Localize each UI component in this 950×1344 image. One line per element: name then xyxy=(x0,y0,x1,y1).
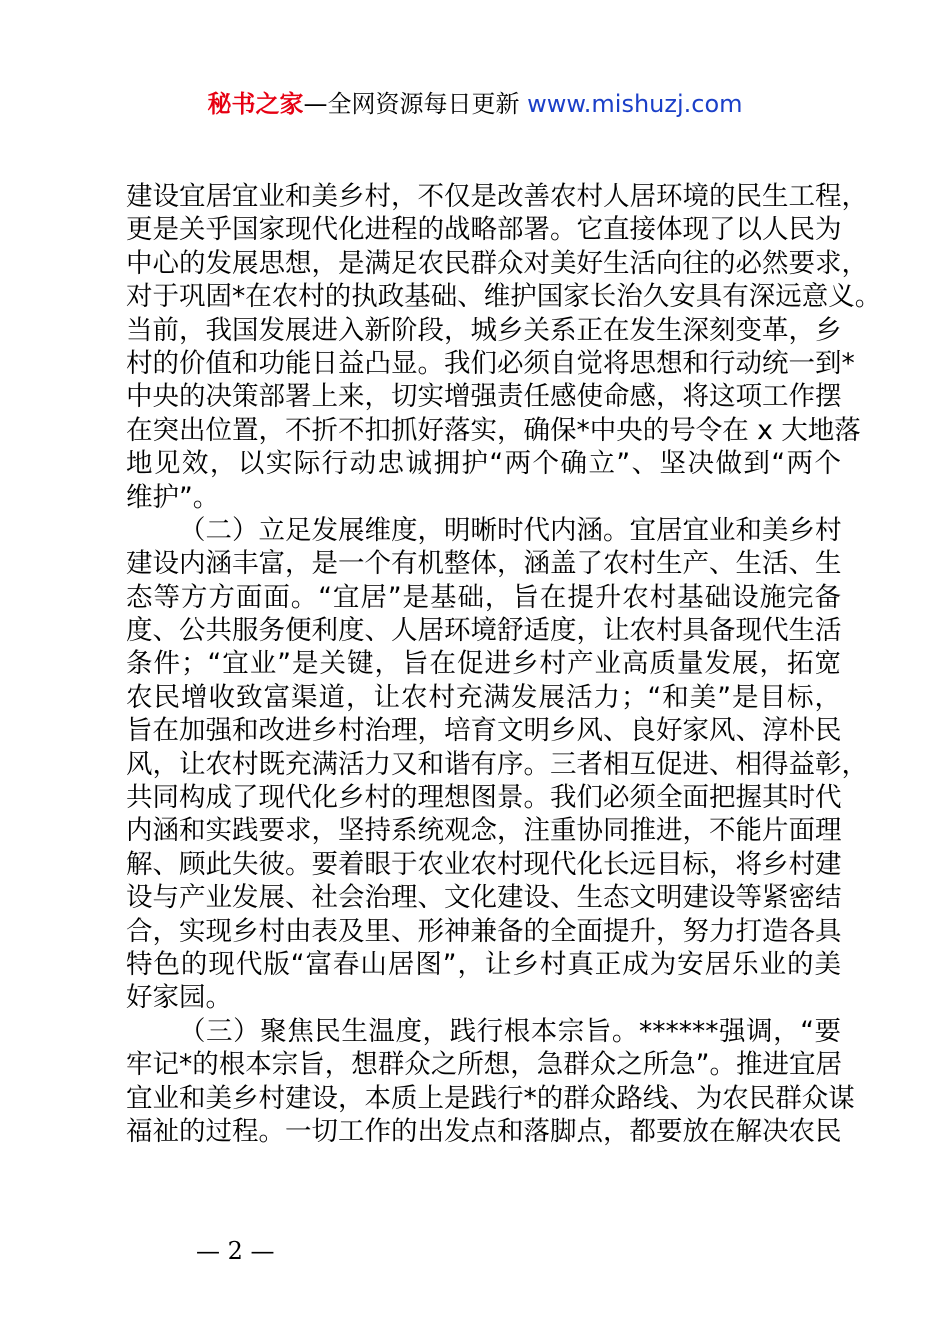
text-line: 设与产业发展、社会治理、文化建设、生态文明建设等紧密结 xyxy=(126,882,842,914)
text-line: 地见效，以实际行动忠诚拥护“两个确立”、坚决做到“两个 xyxy=(126,448,841,480)
text-line: 好家园。 xyxy=(126,982,232,1014)
text-line: 中央的决策部署上来，切实增强责任感使命感，将这项工作摆 xyxy=(126,381,842,413)
document-body xyxy=(126,180,882,1148)
text-line: 当前，我国发展进入新阶段，城乡关系正在发生深刻变革，乡 xyxy=(126,314,842,346)
text-line: 条件；“宜业”是关键，旨在促进乡村产业高质量发展，拓宽 xyxy=(126,648,841,680)
page-number: — 2 — xyxy=(196,1237,275,1265)
text-line: 解、顾此失彼。要着眼于农业农村现代化长远目标，将乡村建 xyxy=(126,848,842,880)
paragraph xyxy=(126,1015,855,1149)
paragraph xyxy=(126,180,882,514)
text-line: 内涵和实践要求，坚持系统观念，注重协同推进，不能片面理 xyxy=(126,815,842,847)
site-brand: 秘书之家 xyxy=(207,90,304,118)
text-line: （三）聚焦民生温度，践行根本宗旨。******强调，“要 xyxy=(179,1015,841,1047)
paragraph xyxy=(126,514,868,1015)
site-header xyxy=(0,86,950,122)
text-line: 在突出位置，不折不扣抓好落实，确保*中央的号令在 x 大地落 xyxy=(126,414,861,446)
text-line: 旨在加强和改进乡村治理，培育文明乡风、良好家风、淳朴民 xyxy=(126,715,842,747)
text-line: 建设宜居宜业和美乡村，不仅是改善农村人居环境的民生工程， xyxy=(126,181,868,212)
text-line: 建设内涵丰富，是一个有机整体，涵盖了农村生产、生活、生 xyxy=(126,548,842,580)
text-line: （二）立足发展维度，明晰时代内涵。宜居宜业和美乡村 xyxy=(179,514,842,546)
text-line: 中心的发展思想，是满足农民群众对美好生活向往的必然要求， xyxy=(126,247,868,279)
site-url-link[interactable]: www.mishuzj.com xyxy=(527,90,743,118)
text-line: 态等方方面面。“宜居”是基础，旨在提升农村基础设施完备 xyxy=(126,581,841,613)
text-line: 度、公共服务便利度、人居环境舒适度，让农村具备现代生活 xyxy=(126,615,842,647)
text-line: 风，让农村既充满活力又和谐有序。三者相互促进、相得益彰， xyxy=(126,748,868,780)
text-line: 更是关乎国家现代化进程的战略部署。它直接体现了以人民为 xyxy=(126,214,842,246)
text-line: 维护”。 xyxy=(126,481,220,513)
text-line: 特色的现代版“富春山居图”，让乡村真正成为安居乐业的美 xyxy=(126,948,841,980)
text-line: 福祉的过程。一切工作的出发点和落脚点，都要放在解决农民 xyxy=(126,1115,842,1147)
text-line: 宜业和美乡村建设，本质上是践行*的群众路线、为农民群众谋 xyxy=(126,1082,855,1114)
text-line: 对于巩固*在农村的执政基础、维护国家长治久安具有深远意义。 xyxy=(126,281,882,313)
text-line: 合，实现乡村由表及里、形神兼备的全面提升，努力打造各具 xyxy=(126,915,842,947)
site-tagline: —全网资源每日更新 xyxy=(303,90,528,118)
text-line: 共同构成了现代化乡村的理想图景。我们必须全面把握其时代 xyxy=(126,782,842,814)
text-line: 农民增收致富渠道，让农村充满发展活力；“和美”是目标， xyxy=(126,681,841,713)
text-line: 村的价值和功能日益凸显。我们必须自觉将思想和行动统一到* xyxy=(126,347,855,379)
text-line: 牢记*的根本宗旨，想群众之所想，急群众之所急”。推进宜居 xyxy=(126,1049,842,1081)
